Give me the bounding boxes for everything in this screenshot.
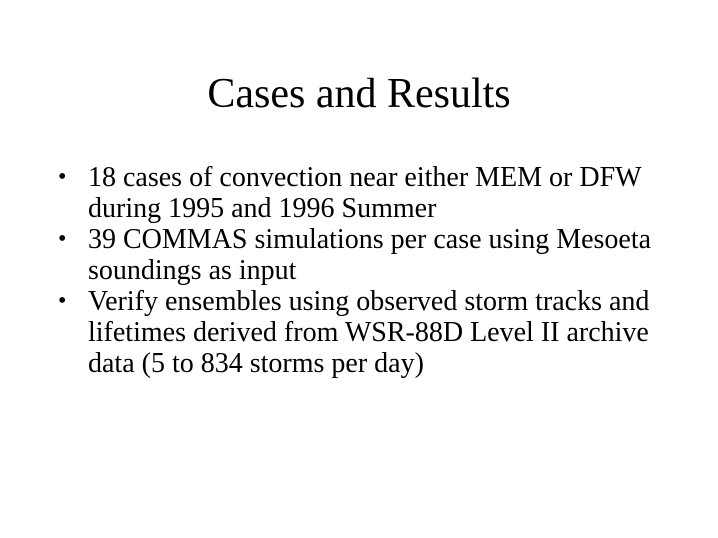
slide-title: Cases and Results bbox=[207, 71, 511, 117]
bullet-list bbox=[58, 162, 678, 379]
bullet-item-verify bbox=[58, 286, 678, 379]
bullet-icon: • bbox=[58, 226, 67, 252]
bullet-item-cases bbox=[58, 162, 678, 224]
bullet-text: Verify ensembles using observed storm tracks and lifetimes derived from WSR-88D Level II archive data (5 to 834 storms per day) bbox=[88, 286, 650, 379]
bullet-icon: • bbox=[58, 164, 67, 190]
bullet-item-simulations bbox=[58, 224, 678, 286]
bullet-icon: • bbox=[58, 288, 67, 314]
bullet-text: 39 COMMAS simulations per case using Mesoeta soundings as input bbox=[88, 224, 652, 286]
bullet-text: 18 cases of convection near either MEM or DFW during 1995 and 1996 Summer bbox=[88, 162, 642, 224]
